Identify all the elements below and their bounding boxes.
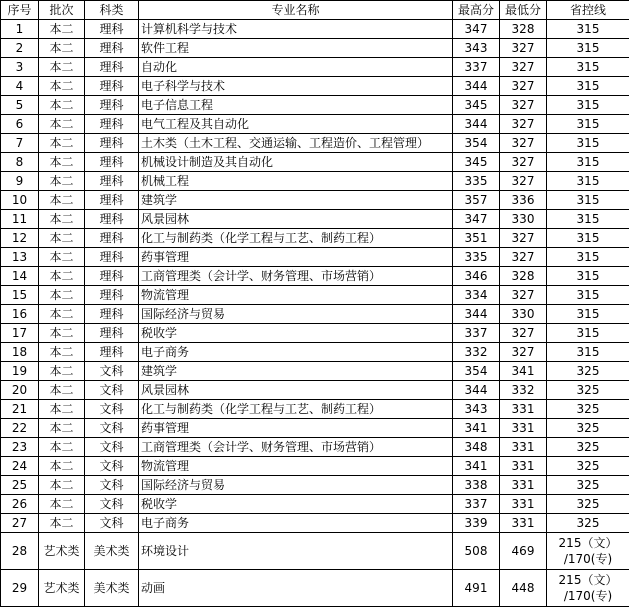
cell-subject: 理科 — [85, 210, 139, 229]
cell-provincial-line: 315 — [547, 96, 629, 115]
table-row — [1, 324, 629, 343]
cell-index: 17 — [1, 324, 39, 343]
cell-provincial-line — [547, 533, 629, 570]
table-row — [1, 248, 629, 267]
cell-major: 电子商务 — [139, 343, 453, 362]
table-row — [1, 400, 629, 419]
cell-major: 税收学 — [139, 324, 453, 343]
cell-batch: 本二 — [39, 476, 85, 495]
cell-major: 药事管理 — [139, 248, 453, 267]
cell-subject: 理科 — [85, 248, 139, 267]
cell-major: 国际经济与贸易 — [139, 476, 453, 495]
cell-index: 5 — [1, 96, 39, 115]
cell-min-score: 327 — [500, 58, 547, 77]
cell-batch: 本二 — [39, 457, 85, 476]
cell-batch: 本二 — [39, 400, 85, 419]
cell-index: 6 — [1, 115, 39, 134]
cell-subject: 理科 — [85, 58, 139, 77]
cell-provincial-line: 315 — [547, 115, 629, 134]
table-row — [1, 115, 629, 134]
cell-min-score: 330 — [500, 305, 547, 324]
cell-provincial-line: 315 — [547, 39, 629, 58]
cell-index: 13 — [1, 248, 39, 267]
cell-batch: 本二 — [39, 210, 85, 229]
cell-batch: 本二 — [39, 20, 85, 39]
cell-batch: 本二 — [39, 115, 85, 134]
table-row — [1, 172, 629, 191]
table-row — [1, 267, 629, 286]
cell-index: 28 — [1, 533, 39, 570]
cell-max-score: 344 — [453, 77, 500, 96]
cell-subject: 理科 — [85, 267, 139, 286]
cell-max-score: 341 — [453, 419, 500, 438]
cell-min-score: 469 — [500, 533, 547, 570]
cell-provincial-line: 325 — [547, 457, 629, 476]
cell-provincial-line: 325 — [547, 438, 629, 457]
cell-batch: 本二 — [39, 381, 85, 400]
cell-subject: 文科 — [85, 476, 139, 495]
cell-min-score: 331 — [500, 514, 547, 533]
table-row — [1, 191, 629, 210]
cell-max-score: 337 — [453, 58, 500, 77]
cell-major: 土木类（土木工程、交通运输、工程造价、工程管理） — [139, 134, 453, 153]
cell-major: 电子商务 — [139, 514, 453, 533]
cell-subject: 理科 — [85, 39, 139, 58]
table-row — [1, 286, 629, 305]
cell-provincial-line: 325 — [547, 419, 629, 438]
cell-subject: 文科 — [85, 400, 139, 419]
cell-min-score: 327 — [500, 39, 547, 58]
header-min-score: 最低分 — [500, 1, 547, 20]
cell-subject: 理科 — [85, 305, 139, 324]
cell-major: 税收学 — [139, 495, 453, 514]
cell-provincial-line: 315 — [547, 172, 629, 191]
cell-max-score: 345 — [453, 153, 500, 172]
cell-min-score: 332 — [500, 381, 547, 400]
cell-batch: 本二 — [39, 77, 85, 96]
cell-min-score: 327 — [500, 343, 547, 362]
cell-provincial-line: 315 — [547, 286, 629, 305]
cell-provincial-line: 315 — [547, 20, 629, 39]
cell-batch: 艺术类 — [39, 570, 85, 607]
cell-provincial-line: 325 — [547, 381, 629, 400]
header-provincial-line: 省控线 — [547, 1, 629, 20]
header-row — [1, 1, 629, 20]
header-index: 序号 — [1, 1, 39, 20]
cell-subject: 文科 — [85, 419, 139, 438]
cell-major: 风景园林 — [139, 381, 453, 400]
cell-subject: 美术类 — [85, 570, 139, 607]
table-row — [1, 457, 629, 476]
cell-major: 工商管理类（会计学、财务管理、市场营销） — [139, 438, 453, 457]
cell-provincial-line: 325 — [547, 362, 629, 381]
table-row — [1, 476, 629, 495]
cell-major: 电子信息工程 — [139, 96, 453, 115]
cell-subject: 理科 — [85, 324, 139, 343]
cell-provincial-line: 325 — [547, 400, 629, 419]
cell-batch: 本二 — [39, 172, 85, 191]
cell-major: 化工与制药类（化学工程与工艺、制药工程） — [139, 229, 453, 248]
cell-index: 9 — [1, 172, 39, 191]
cell-index: 3 — [1, 58, 39, 77]
cell-provincial-line: 315 — [547, 210, 629, 229]
cell-min-score: 327 — [500, 286, 547, 305]
cell-min-score: 327 — [500, 324, 547, 343]
cell-provincial-line: 315 — [547, 191, 629, 210]
cell-index: 24 — [1, 457, 39, 476]
cell-provincial-line: 325 — [547, 514, 629, 533]
cell-index: 27 — [1, 514, 39, 533]
cell-provincial-line: 315 — [547, 58, 629, 77]
cell-index: 8 — [1, 153, 39, 172]
cell-subject: 文科 — [85, 362, 139, 381]
cell-max-score: 508 — [453, 533, 500, 570]
cell-min-score: 331 — [500, 400, 547, 419]
cell-min-score: 331 — [500, 438, 547, 457]
cell-min-score: 331 — [500, 476, 547, 495]
cell-max-score: 344 — [453, 115, 500, 134]
cell-batch: 本二 — [39, 419, 85, 438]
cell-major: 软件工程 — [139, 39, 453, 58]
cell-provincial-line: 315 — [547, 324, 629, 343]
cell-provincial-line: 315 — [547, 153, 629, 172]
cell-provincial-line — [547, 570, 629, 607]
cell-subject: 文科 — [85, 381, 139, 400]
table-row — [1, 20, 629, 39]
cell-batch: 本二 — [39, 153, 85, 172]
cell-provincial-line: 325 — [547, 495, 629, 514]
cell-batch: 本二 — [39, 267, 85, 286]
cell-min-score: 327 — [500, 248, 547, 267]
table-row — [1, 570, 629, 607]
cell-index: 25 — [1, 476, 39, 495]
cell-provincial-line: 315 — [547, 77, 629, 96]
cell-index: 15 — [1, 286, 39, 305]
cell-max-score: 348 — [453, 438, 500, 457]
cell-index: 23 — [1, 438, 39, 457]
cell-index: 26 — [1, 495, 39, 514]
cell-index: 7 — [1, 134, 39, 153]
cell-max-score: 354 — [453, 134, 500, 153]
cell-subject: 理科 — [85, 229, 139, 248]
cell-subject: 理科 — [85, 115, 139, 134]
cell-max-score: 335 — [453, 172, 500, 191]
cell-max-score: 343 — [453, 39, 500, 58]
cell-min-score: 327 — [500, 96, 547, 115]
cell-min-score: 330 — [500, 210, 547, 229]
cell-min-score: 327 — [500, 77, 547, 96]
cell-major: 自动化 — [139, 58, 453, 77]
header-subject: 科类 — [85, 1, 139, 20]
cell-subject: 文科 — [85, 514, 139, 533]
cell-max-score: 491 — [453, 570, 500, 607]
cell-max-score: 335 — [453, 248, 500, 267]
cell-batch: 本二 — [39, 286, 85, 305]
cell-batch: 本二 — [39, 438, 85, 457]
cell-major: 机械设计制造及其自动化 — [139, 153, 453, 172]
table-row — [1, 362, 629, 381]
cell-major: 环境设计 — [139, 533, 453, 570]
table-row — [1, 229, 629, 248]
cell-subject: 理科 — [85, 134, 139, 153]
cell-min-score: 331 — [500, 419, 547, 438]
cell-major: 机械工程 — [139, 172, 453, 191]
cell-batch: 本二 — [39, 39, 85, 58]
table-row — [1, 514, 629, 533]
table-row — [1, 533, 629, 570]
cell-index: 20 — [1, 381, 39, 400]
cell-min-score: 327 — [500, 115, 547, 134]
header-major: 专业名称 — [139, 1, 453, 20]
cell-min-score: 448 — [500, 570, 547, 607]
cell-major: 药事管理 — [139, 419, 453, 438]
table-row — [1, 39, 629, 58]
cell-max-score: 332 — [453, 343, 500, 362]
cell-batch: 本二 — [39, 305, 85, 324]
cell-major: 建筑学 — [139, 362, 453, 381]
cell-max-score: 337 — [453, 495, 500, 514]
cell-major: 物流管理 — [139, 286, 453, 305]
cell-subject: 文科 — [85, 495, 139, 514]
cell-provincial-line: 315 — [547, 267, 629, 286]
cell-max-score: 337 — [453, 324, 500, 343]
cell-batch: 本二 — [39, 248, 85, 267]
table-row — [1, 495, 629, 514]
cell-batch: 艺术类 — [39, 533, 85, 570]
cell-index: 29 — [1, 570, 39, 607]
cell-index: 21 — [1, 400, 39, 419]
cell-min-score: 336 — [500, 191, 547, 210]
cell-major: 动画 — [139, 570, 453, 607]
cell-subject: 文科 — [85, 438, 139, 457]
cell-index: 22 — [1, 419, 39, 438]
table-row — [1, 381, 629, 400]
cell-provincial-line: 315 — [547, 229, 629, 248]
cell-max-score: 334 — [453, 286, 500, 305]
cell-batch: 本二 — [39, 191, 85, 210]
cell-subject: 美术类 — [85, 533, 139, 570]
cell-max-score: 339 — [453, 514, 500, 533]
cell-batch: 本二 — [39, 343, 85, 362]
cell-min-score: 327 — [500, 134, 547, 153]
cell-min-score: 328 — [500, 267, 547, 286]
cell-index: 12 — [1, 229, 39, 248]
cell-min-score: 331 — [500, 495, 547, 514]
cell-index: 14 — [1, 267, 39, 286]
cell-major: 计算机科学与技术 — [139, 20, 453, 39]
table-body — [1, 20, 629, 607]
cell-max-score: 344 — [453, 381, 500, 400]
table-row — [1, 343, 629, 362]
cell-batch: 本二 — [39, 229, 85, 248]
cell-batch: 本二 — [39, 96, 85, 115]
cell-min-score: 331 — [500, 457, 547, 476]
cell-batch: 本二 — [39, 362, 85, 381]
cell-index: 10 — [1, 191, 39, 210]
cell-subject: 理科 — [85, 191, 139, 210]
cell-subject: 理科 — [85, 286, 139, 305]
cell-max-score: 347 — [453, 20, 500, 39]
table-row — [1, 305, 629, 324]
cell-min-score: 327 — [500, 172, 547, 191]
cell-batch: 本二 — [39, 58, 85, 77]
cell-subject: 文科 — [85, 457, 139, 476]
cell-max-score: 343 — [453, 400, 500, 419]
cell-major: 物流管理 — [139, 457, 453, 476]
table-row — [1, 134, 629, 153]
cell-max-score: 347 — [453, 210, 500, 229]
cell-index: 1 — [1, 20, 39, 39]
cell-min-score: 328 — [500, 20, 547, 39]
cell-provincial-line: 325 — [547, 476, 629, 495]
provincial-line-literature: 215（文） — [549, 572, 627, 588]
cell-max-score: 357 — [453, 191, 500, 210]
cell-subject: 理科 — [85, 77, 139, 96]
cell-major: 国际经济与贸易 — [139, 305, 453, 324]
cell-index: 16 — [1, 305, 39, 324]
table-row — [1, 58, 629, 77]
cell-subject: 理科 — [85, 20, 139, 39]
header-max-score: 最高分 — [453, 1, 500, 20]
cell-subject: 理科 — [85, 153, 139, 172]
cell-min-score: 341 — [500, 362, 547, 381]
cell-max-score: 344 — [453, 305, 500, 324]
cell-provincial-line: 315 — [547, 305, 629, 324]
table-row — [1, 419, 629, 438]
cell-provincial-line: 315 — [547, 248, 629, 267]
table-row — [1, 153, 629, 172]
cell-index: 4 — [1, 77, 39, 96]
cell-max-score: 351 — [453, 229, 500, 248]
header-batch: 批次 — [39, 1, 85, 20]
cell-provincial-line: 315 — [547, 343, 629, 362]
cell-major: 电气工程及其自动化 — [139, 115, 453, 134]
cell-max-score: 345 — [453, 96, 500, 115]
cell-index: 11 — [1, 210, 39, 229]
cell-batch: 本二 — [39, 514, 85, 533]
cell-major: 风景园林 — [139, 210, 453, 229]
cell-subject: 理科 — [85, 343, 139, 362]
cell-min-score: 327 — [500, 153, 547, 172]
cell-index: 18 — [1, 343, 39, 362]
cell-batch: 本二 — [39, 495, 85, 514]
cell-major: 工商管理类（会计学、财务管理、市场营销） — [139, 267, 453, 286]
cell-major: 建筑学 — [139, 191, 453, 210]
provincial-line-professional: /170(专) — [549, 588, 627, 604]
cell-subject: 理科 — [85, 96, 139, 115]
cell-index: 2 — [1, 39, 39, 58]
provincial-line-professional: /170(专) — [549, 551, 627, 567]
cell-max-score: 341 — [453, 457, 500, 476]
cell-provincial-line: 315 — [547, 134, 629, 153]
cell-major: 化工与制药类（化学工程与工艺、制药工程） — [139, 400, 453, 419]
cell-batch: 本二 — [39, 324, 85, 343]
cell-major: 电子科学与技术 — [139, 77, 453, 96]
cell-max-score: 346 — [453, 267, 500, 286]
table-row — [1, 210, 629, 229]
cell-min-score: 327 — [500, 229, 547, 248]
cell-index: 19 — [1, 362, 39, 381]
table-row — [1, 96, 629, 115]
cell-max-score: 354 — [453, 362, 500, 381]
cell-subject: 理科 — [85, 172, 139, 191]
cell-batch: 本二 — [39, 134, 85, 153]
table-row — [1, 77, 629, 96]
table-row — [1, 438, 629, 457]
cell-max-score: 338 — [453, 476, 500, 495]
provincial-line-literature: 215（文） — [549, 535, 627, 551]
